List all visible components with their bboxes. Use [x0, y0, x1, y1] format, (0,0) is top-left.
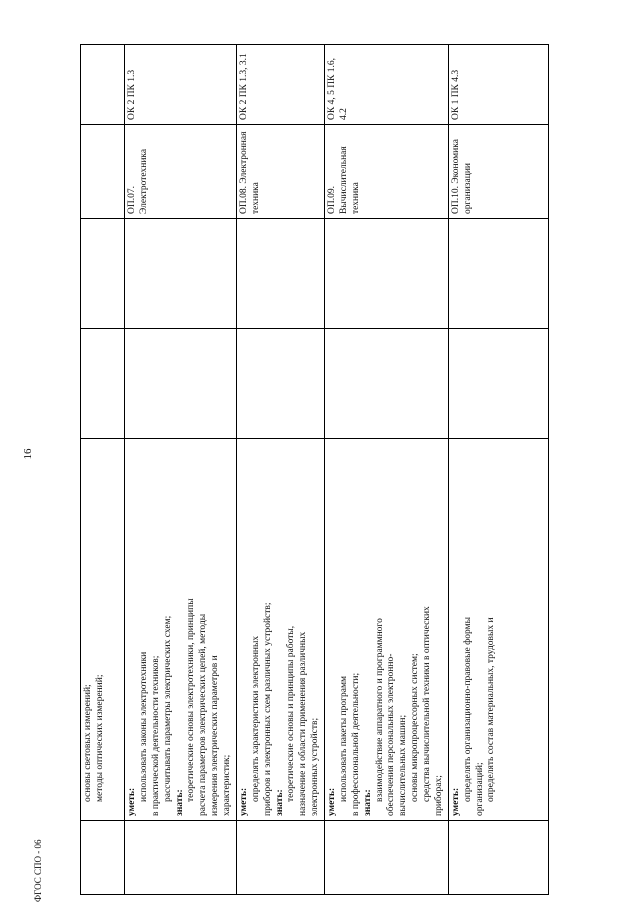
content-line: уметь: — [327, 787, 337, 816]
content-line: расчета параметров электрических цепей, методы — [198, 613, 209, 816]
content-line: основы световых измерений; — [83, 684, 93, 802]
content-line: взаимодействие аппаратного и программного — [374, 618, 385, 802]
content-line: знать: — [362, 789, 373, 816]
empty-cell — [448, 219, 548, 329]
competency-table-wrapper — [80, 45, 530, 895]
footer-code: ФГОС СПО - 06 — [33, 839, 43, 902]
empty-cell — [125, 219, 237, 329]
empty-cell — [236, 821, 324, 895]
empty-cell — [325, 821, 449, 895]
discipline-cell: ОП.09. Вычислительная техника — [325, 125, 449, 219]
content-cell — [125, 439, 237, 821]
content-cell — [325, 439, 449, 821]
discipline-cell: ОП.08. Электронная техника — [236, 125, 324, 219]
content-line: методы оптических измерений; — [94, 674, 105, 802]
content-line: в профессиональной деятельности; — [350, 672, 361, 816]
discipline-cell: ОП.10. Экономика организации — [448, 125, 548, 219]
table-row — [448, 45, 548, 895]
empty-cell — [236, 329, 324, 439]
discipline-cell — [81, 125, 125, 219]
competencies-cell — [81, 45, 125, 125]
page-number: 16 — [22, 448, 34, 460]
content-line: уметь: — [238, 787, 249, 816]
empty-cell — [81, 219, 125, 329]
content-cell — [236, 439, 324, 821]
competencies-cell: ОК 4, 5 ПК 1.6, 4.2 — [325, 45, 449, 125]
empty-cell — [448, 329, 548, 439]
content-line: знать: — [174, 789, 185, 816]
empty-cell — [236, 219, 324, 329]
empty-cell — [325, 329, 449, 439]
empty-cell — [81, 329, 125, 439]
discipline-cell: ОП.07. Электротехника — [125, 125, 237, 219]
empty-cell — [125, 821, 237, 895]
content-line: электронных устройств; — [310, 717, 321, 816]
content-line: использовать законы электротехники — [138, 651, 149, 802]
content-line: в практической деятельности техников; — [150, 655, 161, 816]
content-line: определять организационно-правовые формы — [462, 616, 473, 802]
content-line: средства вычислительной техники в оптических — [422, 606, 432, 802]
content-line: приборов и электронных схем различных устройств; — [262, 602, 273, 816]
content-line: уметь: — [127, 787, 137, 816]
content-line: вычислительных машин; — [398, 714, 409, 816]
content-line: измерения электрических параметров и — [210, 655, 221, 816]
content-line: уметь: — [450, 787, 461, 816]
content-cell — [448, 439, 548, 821]
content-line: определять характеристики электронных — [250, 635, 261, 802]
content-line: приборах; — [433, 775, 444, 816]
content-line: рассчитывать параметры электрических схем; — [162, 615, 173, 802]
content-line: организаций; — [474, 762, 485, 816]
competencies-cell: ОК 2 ПК 1.3 — [125, 45, 237, 125]
content-cell — [81, 439, 125, 821]
competency-table — [80, 44, 549, 895]
content-line: основы микропроцессорных систем; — [410, 653, 421, 802]
content-line: назначение и области применения различных — [298, 631, 309, 816]
content-line: определять состав материальных, трудовых и — [486, 617, 497, 802]
empty-cell — [125, 329, 237, 439]
table-row — [81, 45, 125, 895]
table-row — [236, 45, 324, 895]
empty-cell — [81, 821, 125, 895]
table-row — [325, 45, 449, 895]
content-line: знать: — [274, 789, 285, 816]
content-line: обеспечения персональных электронно- — [386, 653, 397, 816]
content-line: характеристик; — [222, 754, 232, 816]
competencies-cell: ОК 1 ПК 4.3 — [448, 45, 548, 125]
empty-cell — [448, 821, 548, 895]
table-row — [125, 45, 237, 895]
content-line: использовать пакеты программ — [338, 676, 349, 802]
content-line: теоретические основы электротехники, принципы — [186, 598, 197, 802]
competencies-cell: ОК 2 ПК 1.3, 3.1 — [236, 45, 324, 125]
content-line: теоретические основы и принципы работы, — [286, 625, 297, 802]
empty-cell — [325, 219, 449, 329]
